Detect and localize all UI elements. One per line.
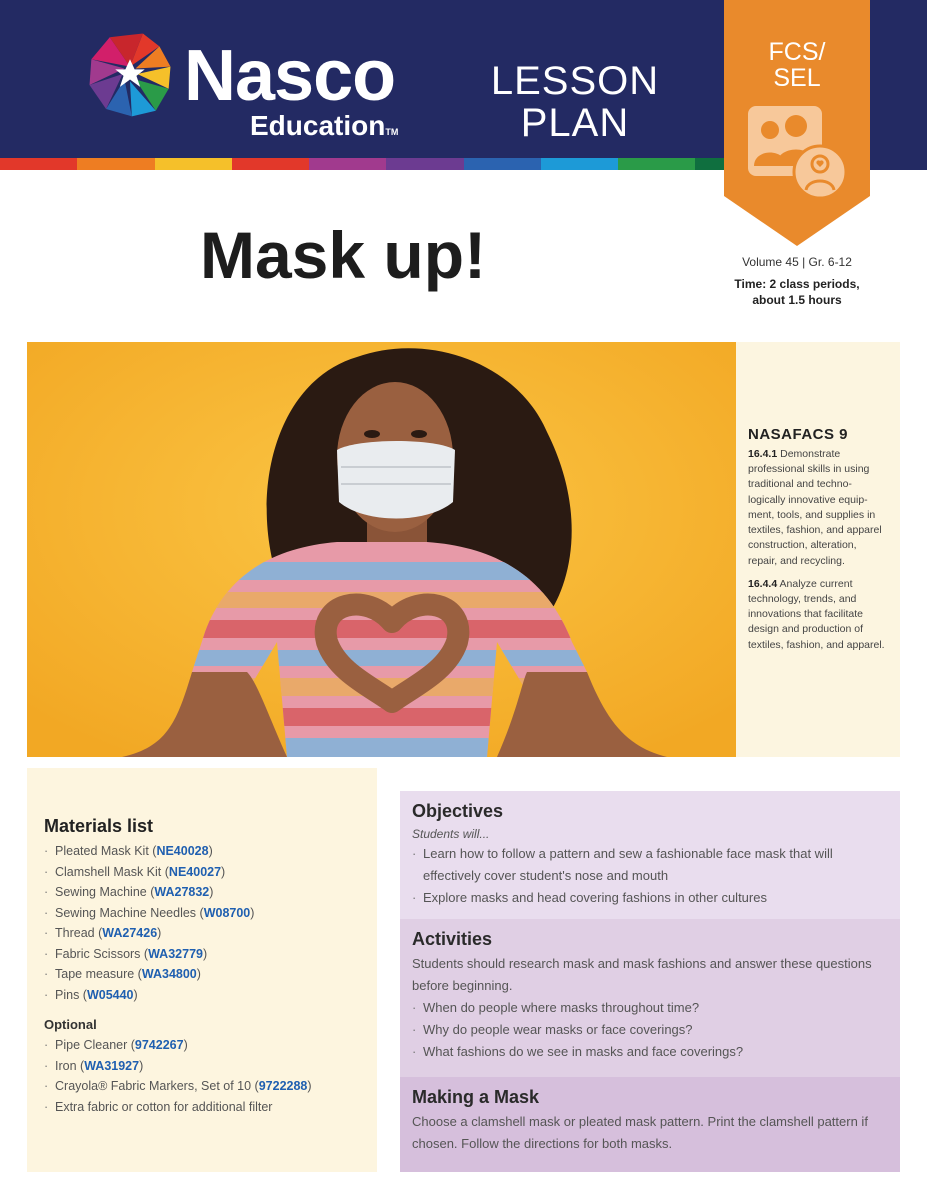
list-item: [44, 985, 361, 1006]
item-end: ): [208, 844, 213, 858]
item-end: ): [307, 1079, 312, 1093]
item-name: Pipe Cleaner (: [55, 1038, 135, 1052]
item-name: Sewing Machine (: [55, 885, 155, 899]
item-code-link[interactable]: W08700: [203, 905, 251, 920]
list-item: · What fashions do we see in masks and face coverings?: [412, 1041, 888, 1063]
list-item: [44, 1056, 361, 1077]
item-name: Pins (: [55, 987, 87, 1002]
optional-heading: Optional: [44, 1017, 97, 1032]
list-item: [44, 923, 361, 944]
item-name: Iron (: [55, 1058, 85, 1073]
optional-list: [44, 1035, 361, 1117]
list-item: [44, 964, 361, 985]
objectives-list: [412, 843, 888, 909]
list-item: · Why do people wear masks or face coverings?: [412, 1019, 888, 1041]
standard-text: Analyze current technology, trends, and innovations that facilitate design and production of textiles, fashion, and apparel.: [748, 577, 885, 651]
document-type-line1: LESSON: [490, 59, 660, 103]
standards-panel: [736, 342, 900, 757]
item-end: ): [250, 905, 255, 920]
materials-panel: [27, 768, 377, 1172]
objectives-section: [400, 791, 900, 919]
list-item: [44, 1097, 361, 1118]
item-code-link[interactable]: NE40028: [156, 844, 209, 858]
list-item: [44, 862, 361, 883]
item-code-link[interactable]: WA27426: [102, 926, 158, 940]
student-mask-photo: [27, 342, 736, 757]
item-code-link[interactable]: 9742267: [134, 1038, 184, 1052]
standard-code: 16.4.1: [748, 448, 778, 460]
list-item: · Explore masks and head covering fashions in other cultures: [412, 887, 888, 909]
trademark: TM: [385, 127, 399, 137]
standard-item: [748, 447, 888, 569]
page-title: Mask up!: [200, 218, 487, 292]
item-end: ): [133, 987, 138, 1002]
making-heading: Making a Mask: [412, 1087, 540, 1107]
badge-line1: FCS/: [768, 38, 826, 66]
item-end: ): [157, 926, 162, 940]
item-name: Thread (: [55, 926, 103, 940]
materials-heading: Materials list: [44, 816, 154, 836]
activities-list: [412, 997, 888, 1063]
standard-item: [748, 577, 888, 653]
brand-sub-text: Education: [250, 110, 386, 141]
item-code-link[interactable]: WA31927: [84, 1058, 140, 1073]
volume-grade: Volume 45 | Gr. 6-12: [742, 255, 852, 269]
item-end: ): [183, 1038, 188, 1052]
badge-label: [724, 40, 870, 91]
item-name: Extra fabric or cotton for additional filter: [55, 1099, 273, 1114]
brand-sub: [250, 112, 398, 140]
standard-text: Demonstrate professional skills in using traditional and techno-logically innovative equip-ment, tools, and supplies in textiles, fashion, and apparel construction, alteration, repair, and recycling.: [748, 448, 882, 567]
item-name: Clamshell Mask Kit (: [55, 864, 169, 879]
making-mask-section: [400, 1077, 900, 1172]
item-code-link[interactable]: WA27832: [154, 885, 210, 899]
item-code-link[interactable]: 9722288: [258, 1079, 308, 1093]
document-type: [470, 60, 680, 144]
list-item: · When do people where masks throughout time?: [412, 997, 888, 1019]
making-text: Choose a clamshell mask or pleated mask pattern. Print the clamshell pattern if chosen. Follow the directions for both masks.: [412, 1114, 868, 1151]
list-item: [44, 944, 361, 965]
item-name: Sewing Machine Needles (: [55, 905, 204, 920]
item-end: ): [221, 864, 226, 879]
nasco-logo-icon: [84, 28, 176, 120]
item-name: Pleated Mask Kit (: [55, 844, 157, 858]
materials-list: [44, 841, 361, 1005]
item-code-link[interactable]: W05440: [86, 987, 134, 1002]
item-name: Tape measure (: [55, 967, 142, 981]
objectives-intro: Students will...: [412, 827, 490, 841]
item-code-link[interactable]: NE40027: [168, 864, 222, 879]
item-end: ): [196, 967, 201, 981]
item-name: Crayola® Fabric Markers, Set of 10 (: [55, 1079, 259, 1093]
list-item: [44, 1076, 361, 1097]
list-item: [44, 903, 361, 924]
time-line2: about 1.5 hours: [752, 292, 842, 307]
list-item: [44, 882, 361, 903]
list-item: [44, 841, 361, 862]
standards-heading: NASAFACS 9: [748, 426, 849, 443]
objectives-heading: Objectives: [412, 801, 504, 821]
list-item: [44, 1035, 361, 1056]
item-name: Fabric Scissors (: [55, 946, 149, 961]
activities-heading: Activities: [412, 929, 493, 949]
time-line1: Time: 2 class periods,: [734, 277, 860, 291]
standard-code: 16.4.4: [748, 577, 778, 590]
badge-line2: SEL: [773, 63, 821, 92]
document-type-line2: PLAN: [520, 101, 630, 145]
item-code-link[interactable]: WA34800: [141, 967, 197, 981]
time-estimate: [724, 277, 870, 308]
list-item: · Learn how to follow a pattern and sew a fashionable face mask that will effectively cover student's nose and mouth: [412, 843, 888, 887]
brand-name: Nasco: [184, 36, 396, 116]
people-heart-icon: [746, 104, 850, 200]
activities-section: [400, 919, 900, 1077]
item-end: ): [139, 1058, 144, 1073]
activities-intro: Students should research mask and mask fashions and answer these questions before beginning.: [412, 956, 872, 993]
item-end: ): [202, 946, 208, 961]
item-end: ): [209, 885, 214, 899]
item-code-link[interactable]: WA32779: [148, 946, 203, 961]
